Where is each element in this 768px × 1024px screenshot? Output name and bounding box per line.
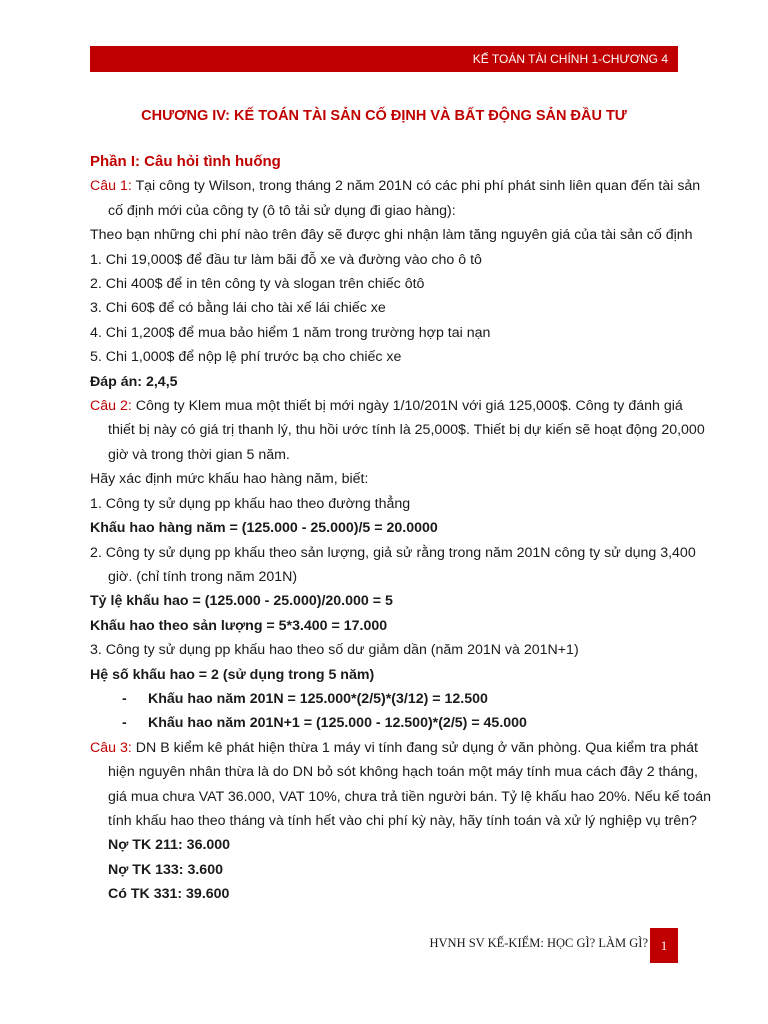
q2-method-2-result: Khấu hao theo sản lượng = 5*3.400 = 17.000 xyxy=(90,617,388,634)
q1-text-2: cố định mới của công ty (ô tô tải sử dụng đi giao hàng): xyxy=(108,202,456,219)
q2-method-2-line-1: 2. Công ty sử dụng pp khấu theo sản lượng, giả sử rằng trong năm 201N công ty sử dụng 3,400 xyxy=(90,544,696,561)
journal-entry: Nợ TK 133: 3.600 xyxy=(108,861,223,878)
q2-method-3-result-2: Khấu hao năm 201N+1 = (125.000 - 12.500)*(2/5) = 45.000 xyxy=(148,715,527,732)
q1-item: 2. Chi 400$ để in tên công ty và slogan trên chiếc ôtô xyxy=(90,276,425,293)
q2-method-2-rate: Tỷ lệ khấu hao = (125.000 - 25.000)/20.000 = 5 xyxy=(90,593,393,610)
q2-method-3: 3. Công ty sử dụng pp khấu hao theo số dư giảm dần (năm 201N và 201N+1) xyxy=(90,642,579,659)
journal-entry: Nợ TK 211: 36.000 xyxy=(108,837,231,854)
q2-method-3-year-2 xyxy=(90,711,680,735)
q1-text-1: Tại công ty Wilson, trong tháng 2 năm 201N có các phi phí phát sinh liên quan đến tài sản xyxy=(131,178,701,195)
q2-method-3-year-1 xyxy=(90,687,680,711)
q2-text-1: Công ty Klem mua một thiết bị mới ngày 1/10/201N với giá 125,000$. Công ty đánh giá xyxy=(131,398,683,415)
q2-method-3-coef: Hệ số khấu hao = 2 (sử dụng trong 5 năm) xyxy=(90,666,375,683)
q3-text-3: giá mua chưa VAT 36.000, VAT 10%, chưa trả tiền người bán. Tỷ lệ khấu hao 20%. Nếu kế toán xyxy=(108,788,712,805)
document-body xyxy=(90,150,712,907)
q2-line-1 xyxy=(90,394,683,418)
q1-item: 1. Chi 19,000$ để đầu tư làm bãi đỗ xe và đường vào cho ô tô xyxy=(90,251,482,268)
q2-method-1: 1. Công ty sử dụng pp khấu hao theo đường thẳng xyxy=(90,495,411,512)
page-number: 1 xyxy=(650,928,678,963)
q2-label: Câu 2: xyxy=(90,398,132,415)
q1-line-1 xyxy=(90,174,701,198)
q3-text-1: DN B kiểm kê phát hiện thừa 1 máy vi tính đang sử dụng ở văn phòng. Qua kiểm tra phát xyxy=(131,739,698,756)
part-heading: Phần I: Câu hỏi tình huống xyxy=(90,153,281,170)
q3-text-2: hiện nguyên nhân thừa là do DN bỏ sót không hạch toán một máy tính mua cách đây 2 tháng, xyxy=(108,764,698,781)
chapter-title: CHƯƠNG IV: KẾ TOÁN TÀI SẢN CỐ ĐỊNH VÀ BẤT ĐỘNG SẢN ĐẦU TƯ xyxy=(141,108,627,124)
q3-label: Câu 3: xyxy=(90,739,132,756)
bullet-dash: - xyxy=(122,715,127,732)
q1-item: 5. Chi 1,000$ để nộp lệ phí trước bạ cho chiếc xe xyxy=(90,349,402,366)
q1-item: 4. Chi 1,200$ để mua bảo hiểm 1 năm trong trường hợp tai nạn xyxy=(90,324,491,341)
q2-method-2-line-2: giờ. (chỉ tính trong năm 201N) xyxy=(108,568,298,585)
header-text: KẾ TOÁN TÀI CHÍNH 1-CHƯƠNG 4 xyxy=(472,52,668,66)
q3-line-1 xyxy=(90,736,698,760)
footer-text: HVNH SV KẾ-KIỂM: HỌC GÌ? LÀM GÌ? xyxy=(429,936,648,950)
q2-method-1-result: Khấu hao hàng năm = (125.000 - 25.000)/5 = 20.0000 xyxy=(90,520,438,537)
q1-prompt: Theo bạn những chi phí nào trên đây sẽ được ghi nhận làm tăng nguyên giá của tài sản cố định xyxy=(90,227,693,244)
q3-text-4: tính khấu hao theo tháng và tính hết vào chi phí kỳ này, hãy tính toán và xử lý nghiệp vụ trên? xyxy=(108,812,697,829)
bullet-dash: - xyxy=(122,690,127,707)
journal-entry: Có TK 331: 39.600 xyxy=(108,886,230,903)
q2-prompt: Hãy xác định mức khấu hao hàng năm, biết: xyxy=(90,471,369,488)
q1-answer: Đáp án: 2,4,5 xyxy=(90,373,178,390)
header-bar xyxy=(90,46,678,72)
q2-text-3: giờ và trong thời gian 5 năm. xyxy=(108,446,290,463)
q1-item: 3. Chi 60$ để có bằng lái cho tài xế lái chiếc xe xyxy=(90,300,386,317)
q2-method-3-result-1: Khấu hao năm 201N = 125.000*(2/5)*(3/12) = 12.500 xyxy=(148,690,488,707)
q2-text-2: thiết bị này có giá trị thanh lý, thu hồi ước tính là 25,000$. Thiết bị dự kiến sẽ hoạt động 20,000 xyxy=(108,422,705,439)
q1-label: Câu 1: xyxy=(90,178,132,195)
